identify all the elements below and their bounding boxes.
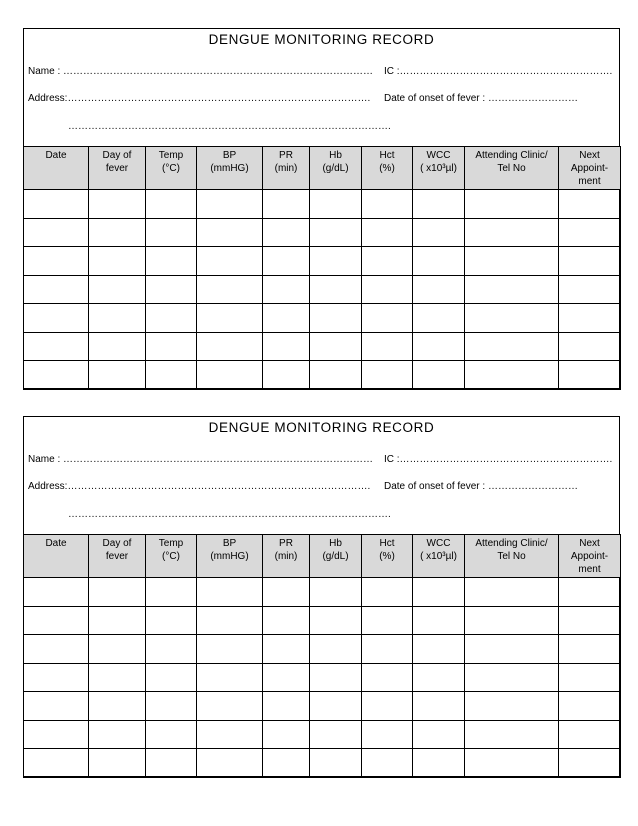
table-cell[interactable] xyxy=(362,361,413,390)
column-header xyxy=(89,535,146,578)
column-header-line: Hb xyxy=(329,150,342,161)
table-cell[interactable] xyxy=(310,190,362,219)
table-cell[interactable] xyxy=(24,361,89,390)
table-cell[interactable] xyxy=(465,749,559,778)
table-cell[interactable] xyxy=(197,190,263,219)
table-cell[interactable] xyxy=(310,578,362,607)
table-cell[interactable] xyxy=(465,218,559,247)
table-cell[interactable] xyxy=(24,578,89,607)
column-header-line: (min) xyxy=(274,163,298,174)
column-header xyxy=(263,147,310,190)
column-header-line: Date xyxy=(45,538,67,549)
column-header-line: Appoint- xyxy=(570,163,609,174)
table-cell[interactable] xyxy=(413,361,465,390)
table-cell[interactable] xyxy=(24,190,89,219)
column-header-line: Appoint- xyxy=(570,551,609,562)
table-row xyxy=(24,635,621,664)
table-cell[interactable] xyxy=(146,606,197,635)
table-cell[interactable] xyxy=(24,663,89,692)
table-cell[interactable] xyxy=(413,275,465,304)
table-cell[interactable] xyxy=(89,247,146,276)
column-header xyxy=(362,147,413,190)
table-row xyxy=(24,190,621,219)
table-cell[interactable] xyxy=(310,275,362,304)
table-row xyxy=(24,720,621,749)
record-title: DENGUE MONITORING RECORD xyxy=(208,32,435,47)
table-cell[interactable] xyxy=(89,606,146,635)
table-cell[interactable] xyxy=(263,304,310,333)
table-cell[interactable] xyxy=(559,247,621,276)
column-header-line: WCC xyxy=(426,538,451,549)
table-cell[interactable] xyxy=(89,635,146,664)
table-cell[interactable] xyxy=(24,720,89,749)
table-cell[interactable] xyxy=(263,720,310,749)
column-header-line: Tel No xyxy=(497,163,526,174)
column-header-line: BP xyxy=(222,150,237,161)
table-cell[interactable] xyxy=(197,720,263,749)
table-cell[interactable] xyxy=(310,361,362,390)
table-cell[interactable] xyxy=(362,275,413,304)
column-header-line: (min) xyxy=(274,551,298,562)
table-cell[interactable] xyxy=(197,247,263,276)
table-cell[interactable] xyxy=(559,218,621,247)
table-cell[interactable] xyxy=(89,361,146,390)
table-cell[interactable] xyxy=(24,635,89,664)
onset-date-field[interactable]: Date of onset of fever : ……………………… xyxy=(384,93,578,104)
table-cell[interactable] xyxy=(413,332,465,361)
column-header-line: (°C) xyxy=(162,163,180,174)
table-row xyxy=(24,692,621,721)
table-cell[interactable] xyxy=(465,635,559,664)
table-cell[interactable] xyxy=(310,720,362,749)
table-cell[interactable] xyxy=(146,304,197,333)
column-header xyxy=(413,147,465,190)
table-cell[interactable] xyxy=(413,304,465,333)
column-header-line: PR xyxy=(279,538,293,549)
table-cell[interactable] xyxy=(146,720,197,749)
address-line-2-field[interactable]: ……………………………………………………………………………………. xyxy=(68,509,391,520)
table-cell[interactable] xyxy=(89,218,146,247)
table-cell[interactable] xyxy=(197,218,263,247)
table-cell[interactable] xyxy=(89,190,146,219)
table-cell[interactable] xyxy=(362,692,413,721)
table-cell[interactable] xyxy=(197,275,263,304)
table-cell[interactable] xyxy=(559,304,621,333)
table-cell[interactable] xyxy=(413,663,465,692)
column-header-line: BP xyxy=(222,538,237,549)
column-header-line: (mmHG) xyxy=(210,163,249,174)
column-header-line: Hb xyxy=(329,538,342,549)
table-row xyxy=(24,275,621,304)
column-header xyxy=(413,535,465,578)
table-cell[interactable] xyxy=(465,578,559,607)
name-field[interactable]: Name : ………………………………………………………………………………… xyxy=(28,454,374,465)
table-cell[interactable] xyxy=(263,635,310,664)
table-cell[interactable] xyxy=(89,304,146,333)
column-header-line: ( x10³µl) xyxy=(420,163,457,174)
table-cell[interactable] xyxy=(465,361,559,390)
column-header-line: Next xyxy=(579,538,600,549)
column-header-line: ( x10³µl) xyxy=(420,551,457,562)
table-cell[interactable] xyxy=(24,606,89,635)
table-cell[interactable] xyxy=(146,190,197,219)
table-cell[interactable] xyxy=(362,247,413,276)
table-cell[interactable] xyxy=(89,332,146,361)
table-cell[interactable] xyxy=(263,247,310,276)
table-cell[interactable] xyxy=(310,663,362,692)
column-header-line: Tel No xyxy=(497,551,526,562)
table-cell[interactable] xyxy=(465,332,559,361)
table-cell[interactable] xyxy=(559,663,621,692)
column-header-line: Temp xyxy=(158,538,184,549)
column-header-line: (°C) xyxy=(162,551,180,562)
address-field[interactable]: Address:………………………………………………………………………………. xyxy=(28,481,371,492)
table-cell[interactable] xyxy=(89,275,146,304)
table-cell[interactable] xyxy=(263,578,310,607)
table-cell[interactable] xyxy=(362,218,413,247)
table-cell[interactable] xyxy=(146,361,197,390)
table-cell[interactable] xyxy=(413,606,465,635)
column-header-line: ment xyxy=(578,176,601,187)
column-header-line: Hct xyxy=(379,150,395,161)
address-field[interactable]: Address:………………………………………………………………………………. xyxy=(28,93,371,104)
column-header xyxy=(310,535,362,578)
table-cell[interactable] xyxy=(89,749,146,778)
table-cell[interactable] xyxy=(465,304,559,333)
table-cell[interactable] xyxy=(559,190,621,219)
table-header-row xyxy=(24,147,621,190)
table-cell[interactable] xyxy=(24,218,89,247)
table-cell[interactable] xyxy=(146,663,197,692)
column-header-line: (%) xyxy=(379,551,395,562)
table-cell[interactable] xyxy=(263,275,310,304)
table-cell[interactable] xyxy=(197,578,263,607)
table-cell[interactable] xyxy=(413,720,465,749)
column-header xyxy=(197,147,263,190)
table-cell[interactable] xyxy=(197,692,263,721)
column-header-line: fever xyxy=(105,551,129,562)
name-field[interactable]: Name : ………………………………………………………………………………… xyxy=(28,66,374,77)
column-header-line: Next xyxy=(579,150,600,161)
column-header xyxy=(465,535,559,578)
monitoring-table xyxy=(23,146,621,390)
table-cell[interactable] xyxy=(197,332,263,361)
column-header-line: fever xyxy=(105,163,129,174)
table-row xyxy=(24,663,621,692)
table-cell[interactable] xyxy=(24,692,89,721)
table-cell[interactable] xyxy=(197,635,263,664)
table-cell[interactable] xyxy=(310,749,362,778)
table-cell[interactable] xyxy=(197,663,263,692)
table-cell[interactable] xyxy=(362,578,413,607)
table-cell[interactable] xyxy=(465,663,559,692)
table-cell[interactable] xyxy=(310,304,362,333)
table-cell[interactable] xyxy=(146,635,197,664)
column-header-line: (g/dL) xyxy=(322,163,349,174)
column-header-line: (%) xyxy=(379,163,395,174)
table-cell[interactable] xyxy=(413,247,465,276)
table-cell[interactable] xyxy=(146,275,197,304)
table-cell[interactable] xyxy=(362,720,413,749)
column-header xyxy=(24,535,89,578)
dengue-record-card-1 xyxy=(23,28,620,389)
column-header-line: (g/dL) xyxy=(322,551,349,562)
table-cell[interactable] xyxy=(310,635,362,664)
ic-field[interactable]: IC :………………………………………………………. xyxy=(384,66,613,77)
column-header-line: Attending Clinic/ xyxy=(475,150,548,161)
table-cell[interactable] xyxy=(310,606,362,635)
table-cell[interactable] xyxy=(24,304,89,333)
table-cell[interactable] xyxy=(310,247,362,276)
column-header-line: ment xyxy=(578,564,601,575)
dengue-record-card-2 xyxy=(23,416,620,777)
column-header xyxy=(559,147,621,190)
table-row xyxy=(24,361,621,390)
table-row xyxy=(24,332,621,361)
table-cell[interactable] xyxy=(146,332,197,361)
monitoring-table xyxy=(23,534,621,778)
table-cell[interactable] xyxy=(362,332,413,361)
table-header-row xyxy=(24,535,621,578)
table-cell[interactable] xyxy=(559,635,621,664)
table-cell[interactable] xyxy=(559,720,621,749)
record-title: DENGUE MONITORING RECORD xyxy=(208,420,435,435)
table-cell[interactable] xyxy=(263,361,310,390)
table-cell[interactable] xyxy=(559,361,621,390)
column-header-line: WCC xyxy=(426,150,451,161)
column-header-line: PR xyxy=(279,150,293,161)
table-cell[interactable] xyxy=(197,749,263,778)
table-cell[interactable] xyxy=(413,749,465,778)
table-cell[interactable] xyxy=(263,606,310,635)
table-cell[interactable] xyxy=(89,720,146,749)
table-cell[interactable] xyxy=(559,332,621,361)
table-cell[interactable] xyxy=(362,663,413,692)
table-cell[interactable] xyxy=(263,218,310,247)
address-line-2-field[interactable]: ……………………………………………………………………………………. xyxy=(68,121,391,132)
table-row xyxy=(24,749,621,778)
column-header xyxy=(310,147,362,190)
table-cell[interactable] xyxy=(146,749,197,778)
table-cell[interactable] xyxy=(310,692,362,721)
table-cell[interactable] xyxy=(465,692,559,721)
table-cell[interactable] xyxy=(89,663,146,692)
column-header-line: Temp xyxy=(158,150,184,161)
table-cell[interactable] xyxy=(362,635,413,664)
table-cell[interactable] xyxy=(465,247,559,276)
table-cell[interactable] xyxy=(146,692,197,721)
table-row xyxy=(24,304,621,333)
column-header-line: Hct xyxy=(379,538,395,549)
table-cell[interactable] xyxy=(362,749,413,778)
table-cell[interactable] xyxy=(197,304,263,333)
table-cell[interactable] xyxy=(89,578,146,607)
table-cell[interactable] xyxy=(310,218,362,247)
table-cell[interactable] xyxy=(24,247,89,276)
table-cell[interactable] xyxy=(263,190,310,219)
column-header xyxy=(146,147,197,190)
table-cell[interactable] xyxy=(362,606,413,635)
table-cell[interactable] xyxy=(559,275,621,304)
column-header xyxy=(263,535,310,578)
table-cell[interactable] xyxy=(465,275,559,304)
column-header-line: Date xyxy=(45,150,67,161)
table-row xyxy=(24,247,621,276)
table-cell[interactable] xyxy=(559,749,621,778)
onset-date-field[interactable]: Date of onset of fever : ……………………… xyxy=(384,481,578,492)
column-header xyxy=(465,147,559,190)
column-header xyxy=(362,535,413,578)
column-header-line: (mmHG) xyxy=(210,551,249,562)
table-cell[interactable] xyxy=(413,190,465,219)
column-header-line: Day of xyxy=(102,538,132,549)
table-cell[interactable] xyxy=(559,606,621,635)
table-cell[interactable] xyxy=(362,190,413,219)
ic-field[interactable]: IC :………………………………………………………. xyxy=(384,454,613,465)
column-header xyxy=(89,147,146,190)
table-cell[interactable] xyxy=(263,663,310,692)
column-header xyxy=(559,535,621,578)
table-cell[interactable] xyxy=(559,578,621,607)
table-cell[interactable] xyxy=(559,692,621,721)
table-cell[interactable] xyxy=(263,692,310,721)
table-cell[interactable] xyxy=(197,361,263,390)
table-row xyxy=(24,606,621,635)
table-cell[interactable] xyxy=(413,692,465,721)
table-cell[interactable] xyxy=(465,606,559,635)
table-cell[interactable] xyxy=(263,749,310,778)
table-row xyxy=(24,218,621,247)
table-cell[interactable] xyxy=(413,578,465,607)
table-cell[interactable] xyxy=(24,749,89,778)
table-cell[interactable] xyxy=(197,606,263,635)
column-header xyxy=(24,147,89,190)
table-cell[interactable] xyxy=(24,332,89,361)
column-header-line: Day of xyxy=(102,150,132,161)
table-cell[interactable] xyxy=(465,190,559,219)
table-cell[interactable] xyxy=(146,247,197,276)
table-cell[interactable] xyxy=(146,578,197,607)
column-header xyxy=(146,535,197,578)
column-header-line: Attending Clinic/ xyxy=(475,538,548,549)
column-header xyxy=(197,535,263,578)
table-cell[interactable] xyxy=(413,635,465,664)
table-cell[interactable] xyxy=(89,692,146,721)
table-cell[interactable] xyxy=(24,275,89,304)
table-row xyxy=(24,578,621,607)
table-cell[interactable] xyxy=(413,218,465,247)
table-cell[interactable] xyxy=(310,332,362,361)
table-cell[interactable] xyxy=(146,218,197,247)
table-cell[interactable] xyxy=(362,304,413,333)
table-cell[interactable] xyxy=(465,720,559,749)
table-cell[interactable] xyxy=(263,332,310,361)
